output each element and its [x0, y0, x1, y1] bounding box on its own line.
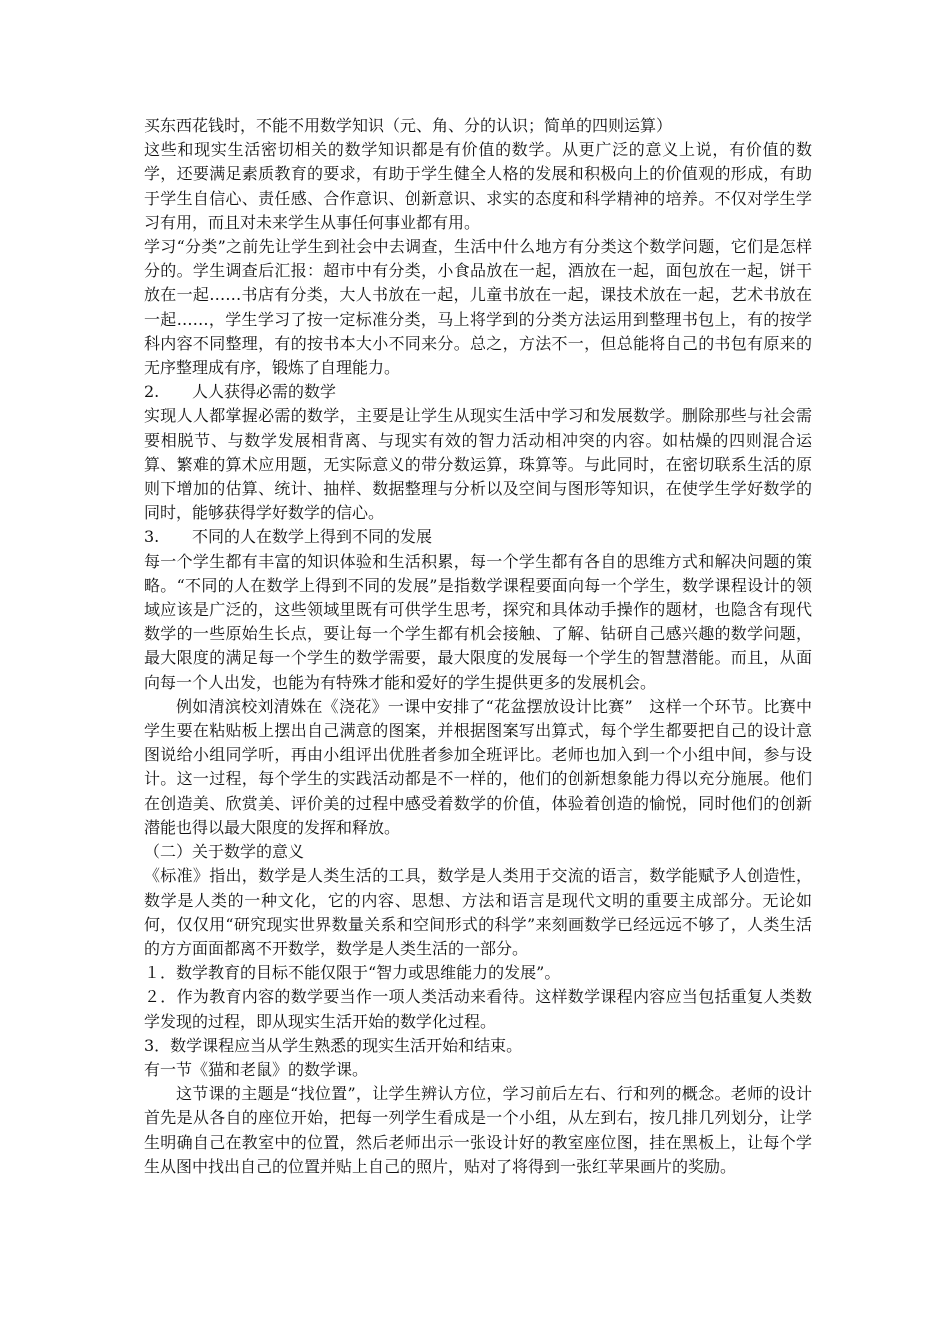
paragraph-find-position: 这节课的主题是“找位置”，让学生辨认方位，学习前后左右、行和列的概念。老师的设计首先是从各自的座位开始，把每一列学生看成是一个小组，从左到右，按几排几列划分，让学生明确自己在教室中的位置，然后老师出示一张设计好的教室座位图，挂在黑板上，让每个学生从图中找出自己的位置并贴上自己的照片，贴对了将得到一张红苹果画片的奖励。: [144, 1084, 812, 1176]
heading-number: 2.: [144, 382, 160, 402]
list-item-3: 3．数学课程应当从学生熟悉的现实生活开始和结束。: [144, 1035, 523, 1055]
heading-text: 不同的人在数学上得到不同的发展: [192, 527, 433, 547]
paragraph-valuable-math: 这些和现实生活密切相关的数学知识都是有价值的数学。从更广泛的意义上说，有价值的数学，还要满足素质教育的要求，有助于学生健全人格的发展和积极向上的价值观的形成，有助于学生自信心、责任感、合作意识、创新意识、求实的态度和科学精神的培养。不仅对学生学习有用，而且对未来学生从事任何事业都有用。: [144, 140, 812, 232]
paragraph-money-knowledge: 买东西花钱时，不能不用数学知识（元、角、分的认识；简单的四则运算）: [144, 116, 673, 135]
paragraph-cat-mouse-intro: 有一节《猫和老鼠》的数学课。: [144, 1059, 369, 1079]
paragraph-watering-example: 例如清滨校刘清姝在《浇花》一课中安排了“花盆摆放设计比赛” 这样一个环节。比赛中学生要在粘贴板上摆出自己满意的图案，并根据图案写出算式，每个学生都要把自己的设计意图说给小组同学听，再由小组评出优胜者参加全班评比。老师也加入到一个小组中间，参与设计。这一过程，每个学生的实践活动都是不一样的，他们的创新想象能力得以充分施展。他们在创造美、欣赏美、评价美的过程中感受着数学的价值，体验着创造的愉悦，同时他们的创新潜能也得以最大限度的发挥和释放。: [144, 696, 812, 837]
paragraph-standard: 《标准》指出，数学是人类生活的工具，数学是人类用于交流的语言，数学能赋予人创造性，数学是人类的一种文化，它的内容、思想、方法和语言是现代文明的重要主成部分。无论如何，仅仅用“研究现实世界数量关系和空间形式的科学”来刻画数学已经远远不够了，人类生活的方方面面都离不开数学，数学是人类生活的一部分。: [144, 866, 812, 958]
heading-item-2: [144, 380, 812, 404]
paragraph-classification: 学习“分类”之前先让学生到社会中去调查，生活中什么地方有分类这个数学问题，它们是怎样分的。学生调查后汇报：超市中有分类，小食品放在一起，酒放在一起，面包放在一起，饼干放在一起……书店有分类，大人书放在一起，儿童书放在一起，课技术放在一起，艺术书放在一起……，学生学习了按一定标准分类，马上将学到的分类方法运用到整理书包上，有的按学科内容不同整理，有的按书本大小不同来分。总之，方法不一，但总能将自己的书包有原来的无序整理成有序，锻炼了自理能力。: [144, 237, 812, 378]
list-item-1: １．数学教育的目标不能仅限于“智力或思维能力的发展”。: [144, 963, 561, 983]
paragraph-different-development: 每一个学生都有丰富的知识体验和生活积累，每一个学生都有各自的思维方式和解决问题的策略。“不同的人在数学上得到不同的发展”是指数学课程要面向每一个学生，数学课程设计的领域应该是广泛的，这些领域里既有可供学生思考，探究和具体动手操作的题材，也隐含有现代数学的一些原始生长点，要让每一个学生都有机会接触、了解、钻研自己感兴趣的数学问题，最大限度的满足每一个学生的数学需要，最大限度的发展每一个学生的智慧潜能。而且，从面向每一个人出发，也能为有特殊才能和爱好的学生提供更多的发展机会。: [144, 551, 812, 692]
heading-text: 人人获得必需的数学: [192, 382, 337, 402]
document-page: [144, 114, 812, 1179]
paragraph-necessary-math: 实现人人都掌握必需的数学，主要是让学生从现实生活中学习和发展数学。删除那些与社会需要相脱节、与数学发展相背离、与现实有效的智力活动相冲突的内容。如枯燥的四则混合运算、繁难的算术应用题，无实际意义的带分数运算，珠算等。与此同时，在密切联系生活的原则下增加的估算、统计、抽样、数据整理与分析以及空间与图形等知识，在使学生学好数学的同时，能够获得学好数学的信心。: [144, 406, 812, 523]
heading-number: 3.: [144, 527, 160, 547]
heading-item-3: [144, 525, 812, 549]
section-heading-meaning: （二）关于数学的意义: [144, 842, 305, 862]
list-item-2: ２．作为教育内容的数学要当作一项人类活动来看待。这样数学课程内容应当包括重复人类数学发现的过程，即从现实生活开始的数学化过程。: [144, 987, 812, 1031]
